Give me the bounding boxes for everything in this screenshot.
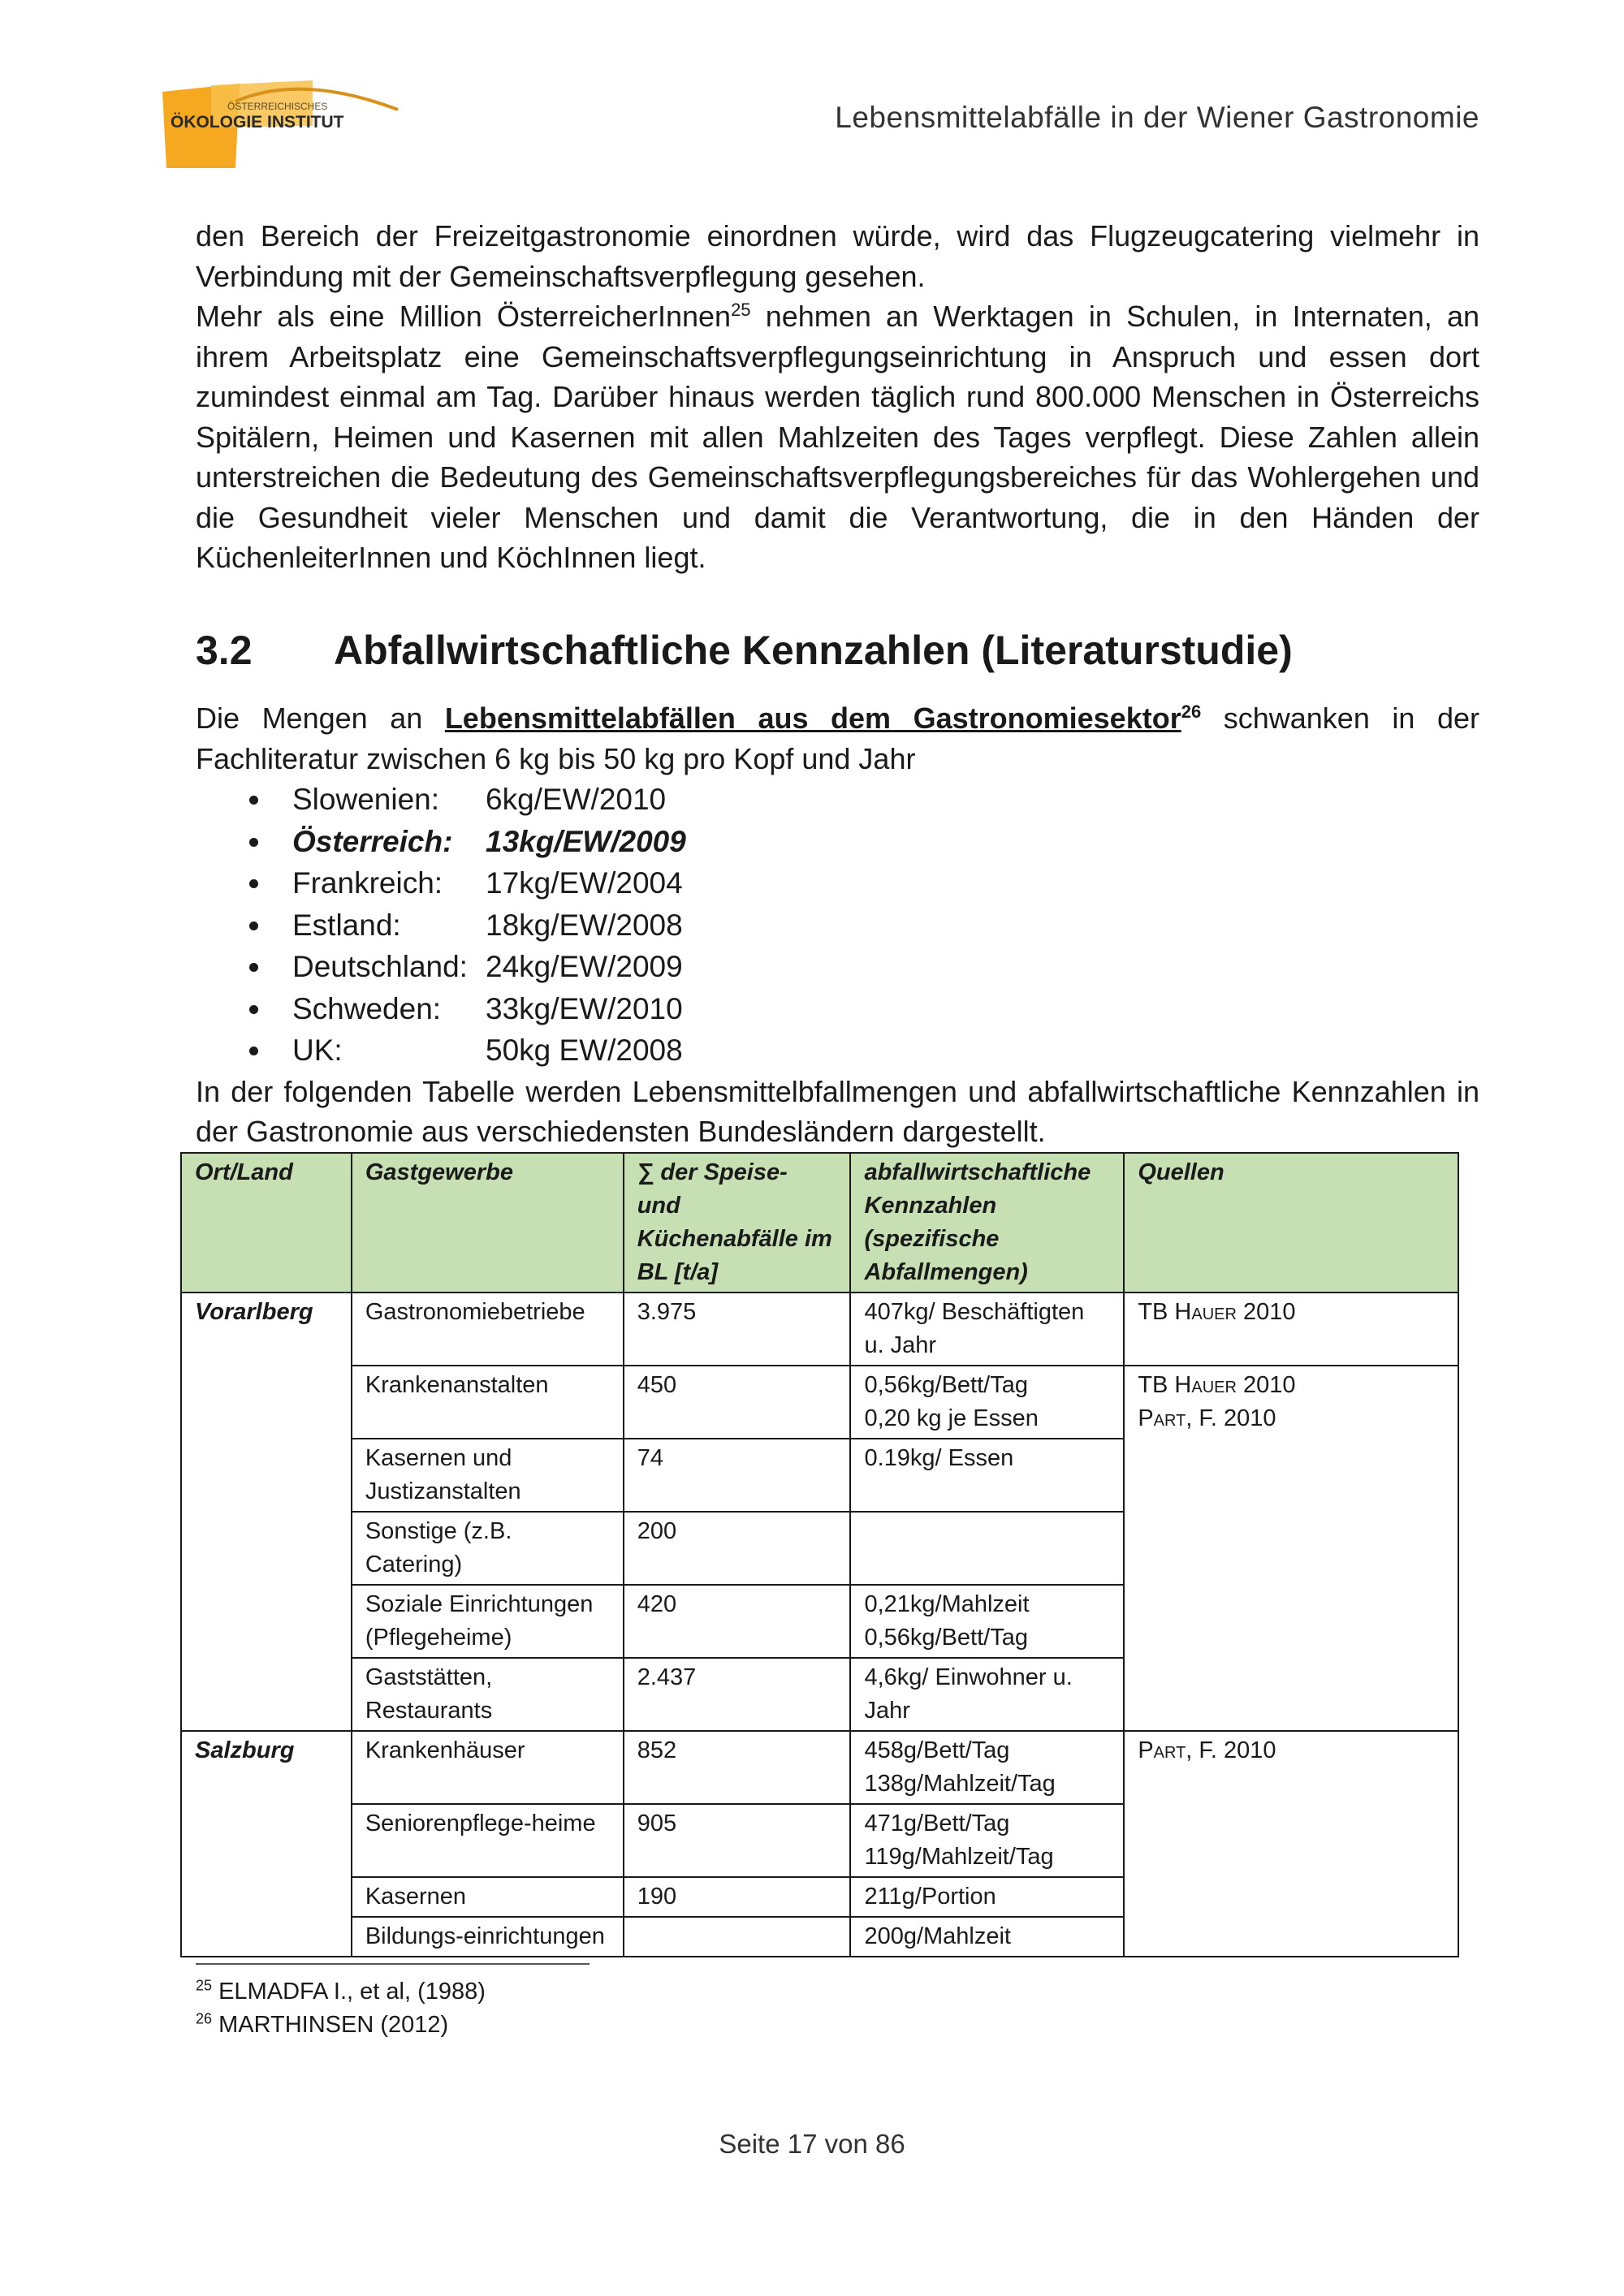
- footnote-ref-25: 25: [731, 300, 751, 320]
- intro-text: [196, 216, 1479, 578]
- source-cell: TB Hauer 2010 Part, F. 2010: [1124, 1366, 1458, 1731]
- table-row: [181, 1731, 1458, 1804]
- table-cell: 852: [624, 1731, 851, 1804]
- table-cell: Gaststätten, Restaurants: [352, 1658, 624, 1731]
- table-cell: 74: [624, 1439, 851, 1512]
- table-cell: 471g/Bett/Tag 119g/Mahlzeit/Tag: [850, 1804, 1124, 1877]
- table-cell: 200g/Mahlzeit: [850, 1917, 1124, 1957]
- section-number: 3.2: [196, 628, 253, 673]
- list-item: Österreich: 13kg/EW/2009: [196, 821, 1479, 863]
- list-item: Deutschland: 24kg/EW/2009: [196, 946, 1479, 988]
- table-cell: 211g/Portion: [850, 1877, 1124, 1917]
- table-cell: 0,21kg/Mahlzeit 0,56kg/Bett/Tag: [850, 1585, 1124, 1658]
- table-row: [181, 1293, 1458, 1366]
- footnote: $^{26}$ MARTHINSEN (2012): [196, 2010, 449, 2038]
- table-cell: 4,6kg/ Einwohner u. Jahr: [850, 1658, 1124, 1731]
- table-cell: 407kg/ Beschäftigten u. Jahr: [850, 1293, 1124, 1366]
- footnotes: [196, 1975, 486, 2042]
- header-cell: Quellen: [1124, 1153, 1458, 1293]
- footnote: $^{25}$ ELMADFA I., et al, (1988): [196, 1977, 486, 2005]
- table-cell: 0.19kg/ Essen: [850, 1439, 1124, 1512]
- list-item: Frankreich: 17kg/EW/2004: [196, 862, 1479, 904]
- table-cell: 0,56kg/Bett/Tag 0,20 kg je Essen: [850, 1366, 1124, 1439]
- logo-main-text: ÖKOLOGIE INSTITUT: [171, 113, 344, 132]
- table-cell: Kasernen und Justizanstalten: [352, 1439, 624, 1512]
- table-cell: Krankenanstalten: [352, 1366, 624, 1439]
- document-title: Lebensmittelabfälle in der Wiener Gastronomie: [835, 101, 1479, 134]
- table-cell: 905: [624, 1804, 851, 1877]
- table-cell: Kasernen: [352, 1877, 624, 1917]
- table-cell: Krankenhäuser: [352, 1731, 624, 1804]
- page-number: Seite 17 von 86: [719, 2129, 905, 2159]
- table-row: [181, 1366, 1458, 1439]
- table-cell: 3.975: [624, 1293, 851, 1366]
- header-cell: abfallwirtschaftliche Kennzahlen (spezifische Abfallmengen): [850, 1153, 1124, 1293]
- table-header-row: [181, 1153, 1458, 1293]
- section-body: [196, 698, 1479, 1152]
- table-cell: 458g/Bett/Tag 138g/Mahlzeit/Tag: [850, 1731, 1124, 1804]
- table-cell: Gastronomiebetriebe: [352, 1293, 624, 1366]
- footnote-separator: [196, 1963, 590, 1965]
- source-cell: TB Hauer 2010: [1124, 1293, 1458, 1366]
- list-item: Schweden: 33kg/EW/2010: [196, 988, 1479, 1030]
- header-cell: Ort/Land: [181, 1153, 352, 1293]
- source-cell: Part, F. 2010: [1124, 1731, 1458, 1957]
- header-cell: Gastgewerbe: [352, 1153, 624, 1293]
- table-cell: Soziale Einrichtungen (Pflegeheime): [352, 1585, 624, 1658]
- intro-paragraph-1: den Bereich der Freizeitgastronomie einordnen würde, wird das Flugzeugcatering vielmehr in Verbindung mit der Gemeinschaftsverpflegung gesehen.: [196, 219, 1479, 293]
- list-item: UK: 50kg EW/2008: [196, 1029, 1479, 1072]
- section-heading: [196, 627, 1293, 674]
- table-cell: 190: [624, 1877, 851, 1917]
- institute-logo: [162, 77, 406, 175]
- section-lead: Die Mengen an Lebensmittelabfällen aus dem Gastronomiesektor$^{26}$ schwanken in der Fachliteratur zwischen 6 kg bis 50 kg pro Kopf und Jahr: [196, 701, 1479, 775]
- table-cell: Seniorenpflege-heime: [352, 1804, 624, 1877]
- lead-emphasis: Lebensmittelabfällen aus dem Gastronomiesektor: [444, 701, 1181, 735]
- section-title: Abfallwirtschaftliche Kennzahlen (Literaturstudie): [334, 628, 1293, 673]
- country-list: [196, 779, 1479, 1072]
- table-cell: Sonstige (z.B. Catering): [352, 1512, 624, 1585]
- table-cell: 2.437: [624, 1658, 851, 1731]
- logo-small-text: ÖSTERREICHISCHES: [227, 101, 328, 112]
- table-intro: In der folgenden Tabelle werden Lebensmittelbfallmengen und abfallwirtschaftliche Kennzahlen in der Gastronomie aus verschiedensten Bundesländern dargestellt.: [196, 1074, 1479, 1148]
- footnote-ref-26: 26: [1181, 701, 1202, 722]
- table-cell: [624, 1917, 851, 1957]
- list-item: Slowenien: 6kg/EW/2010: [196, 779, 1479, 821]
- table-cell: 450: [624, 1366, 851, 1439]
- list-item: Estland: 18kg/EW/2008: [196, 904, 1479, 947]
- region-cell: Vorarlberg: [181, 1293, 352, 1731]
- header-cell: ∑ der Speise- und Küchenabfälle im BL [t/a]: [624, 1153, 851, 1293]
- table-cell: [850, 1512, 1124, 1585]
- region-cell: Salzburg: [181, 1731, 352, 1957]
- waste-table: [180, 1152, 1459, 1957]
- intro-paragraph-2: Mehr als eine Million ÖsterreicherInnen$^{25}$ nehmen an Werktagen in Schulen, in Internaten, an ihrem Arbeitsplatz eine Gemeinschaftsverpflegungseinrichtung in Anspruch und essen dort zumindest einmal am Tag. Darüber hinaus werden täglich rund 800.000 Menschen in Österreichs Spitälern, Heimen und Kasernen mit allen Mahlzeiten des Tages verpflegt. Diese Zahlen allein unterstreichen die Bedeutung des Gemeinschaftsverpflegungsbereiches für das Wohlergehen und die Gesundheit vieler Menschen und damit die Verantwortung, die in den Händen der KüchenleiterInnen und KöchInnen liegt.: [196, 300, 1479, 574]
- table-cell: Bildungs-einrichtungen: [352, 1917, 624, 1957]
- table-cell: 200: [624, 1512, 851, 1585]
- table-cell: 420: [624, 1585, 851, 1658]
